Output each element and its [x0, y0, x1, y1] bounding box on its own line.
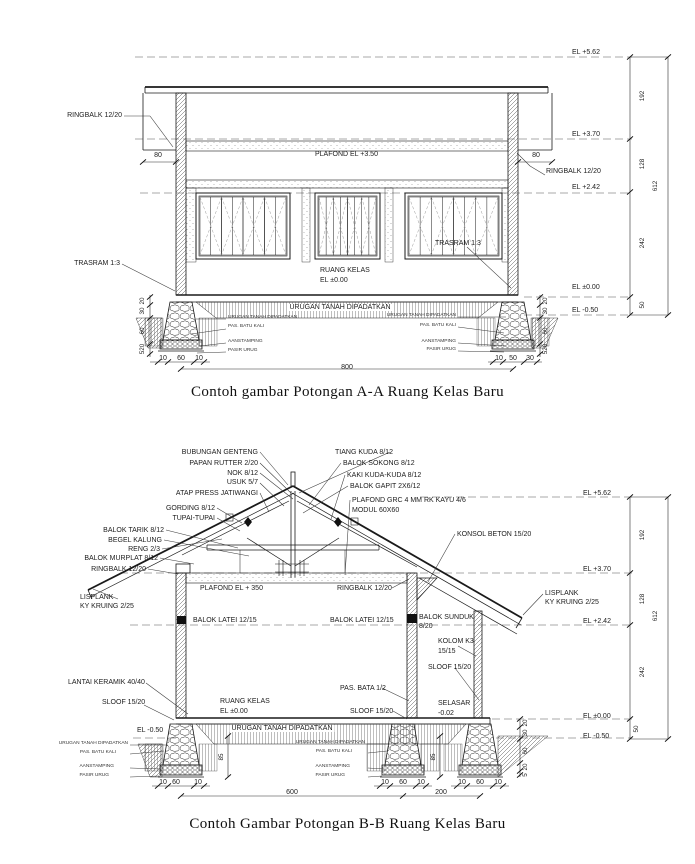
bubungan-genteng-label: BUBUNGAN GENTENG: [181, 449, 258, 456]
balok-latei-right-label: BALOK LATEI 12/15: [330, 617, 394, 624]
dim-30-b-label: 30: [521, 729, 529, 737]
dim-242-a-label: 242: [638, 237, 646, 249]
dim-30-a-right-label: 30: [541, 307, 549, 315]
batu-kali-a-left-label: PAS. BATU KALI: [228, 324, 265, 329]
dim-30-a-left-label: 30: [138, 307, 146, 315]
papan-rutter-label: PAPAN RUTTER 2/20: [189, 460, 258, 467]
dim-85-left-label: 85: [217, 753, 225, 761]
caption-section-a: Contoh gambar Potongan A-A Ruang Kelas Baru: [191, 384, 504, 400]
dim-50-a-br-label: 50: [509, 355, 517, 362]
balok-murplat-label: BALOK MURPLAT 8/12: [84, 555, 158, 562]
ringbalk-left-a-label: RINGBALK 12/20: [67, 112, 122, 119]
trasram-right-label: TRASRAM 1:3: [435, 240, 481, 247]
gording-label: GORDING 8/12: [165, 505, 215, 512]
sloof-selasar-label: SLOOF 15/20: [428, 664, 472, 671]
dim-60-b-m-label: 60: [399, 779, 407, 786]
selasar-1-label: SELASAR: [438, 700, 471, 707]
dim-20-a-right-label: 20: [541, 297, 549, 305]
dim-30-a-br-label: 30: [526, 355, 534, 362]
lantai-keramik-label: LANTAI KERAMIK 40/40: [68, 679, 145, 686]
balok-latei-left-label: BALOK LATEI 12/15: [193, 617, 257, 624]
dim-10-a-br-label: 10: [495, 355, 503, 362]
selasar-2-label: -0.02: [438, 710, 454, 717]
dim-10-b-r1-label: 10: [458, 779, 466, 786]
dim-242-b-label: 242: [638, 666, 646, 678]
ringbalk-right-a-label: RINGBALK 12/20: [546, 168, 601, 175]
tiang-kuda-label: TIANG KUDA 8/12: [335, 449, 393, 456]
dim-60-b-r-label: 60: [476, 779, 484, 786]
dim-10b-a-bl-label: 10: [195, 355, 203, 362]
ruang-kelas-b2-label: EL ±0.00: [220, 708, 248, 715]
dim-60-a-left-label: 60: [138, 327, 146, 335]
plafond-grc-1-label: PLAFOND GRC 4 MM RK KAYU 4/6: [352, 497, 466, 504]
dim-20-b-1-label: 20: [521, 719, 529, 727]
nok-label: NOK 8/12: [227, 470, 258, 477]
el-562-a-label: EL +5.62: [572, 49, 600, 56]
urugan-band-b-label: URUGAN TANAH DIPADATKAN: [231, 725, 333, 732]
batu-kali-b-left-label: PAS. BATU KALI: [79, 750, 116, 755]
dim-60-a-bl-label: 60: [177, 355, 185, 362]
ringbalk-left-b-label: RINGBALK 12/20: [91, 566, 146, 573]
dim-128-b-label: 128: [638, 593, 646, 605]
dim-10-b-l2-label: 10: [194, 779, 202, 786]
dim-192-b-label: 192: [638, 529, 646, 541]
balok-sokong-label: BALOK SOKONG 8/12: [343, 460, 415, 467]
el-m050-interior-label: EL -0.50: [137, 727, 164, 734]
dim-60-b-label: 60: [521, 747, 529, 755]
begel-kalung-label: BEGEL KALUNG: [108, 537, 162, 544]
dim-10-b-l1-label: 10: [159, 779, 167, 786]
dim-200-label: 200: [435, 789, 447, 796]
batu-kali-b-center-label: PAS. BATU KALI: [315, 749, 352, 754]
dim-20-b-2-label: 20: [521, 763, 529, 771]
dim-50-b-label: 50: [632, 725, 640, 733]
tupai-tupai-label: TUPAI-TUPAI: [172, 515, 215, 522]
plafond-el-350-b-label: PLAFOND EL + 350: [200, 585, 263, 592]
dim-85-right-label: 85: [429, 753, 437, 761]
dim-80-left-label: 80: [154, 152, 162, 159]
ruang-kelas-a1-label: RUANG KELAS: [320, 267, 370, 274]
plafond-el-350-a-label: PLAFOND EL +3.50: [315, 151, 378, 158]
urugan-small-a-right-label: URUGAN TANAH DIPADATKAN: [386, 313, 456, 318]
dim-10-b-r2-label: 10: [494, 779, 502, 786]
dim-10-b-m2-label: 10: [417, 779, 425, 786]
dim-128-a-label: 128: [638, 158, 646, 170]
pas-bata-label: PAS. BATA 1/2: [340, 685, 386, 692]
reng-label: RENG 2/3: [128, 546, 160, 553]
kolom-k3-1-label: KOLOM K3: [438, 638, 474, 645]
trasram-left-label: TRASRAM 1:3: [74, 260, 120, 267]
balok-sunduk-2-label: 8/20: [419, 623, 433, 630]
dim-50-a-label: 50: [638, 301, 646, 309]
urugan-band-a-label: URUGAN TANAH DIPADATKAN: [289, 304, 391, 311]
pasir-urug-a-left-label: PASIR URUG: [228, 348, 258, 353]
dim-80-right-label: 80: [532, 152, 540, 159]
balok-sunduk-1-label: BALOK SUNDUK: [419, 614, 474, 621]
el-m050-b-label: EL -0.50: [583, 733, 610, 740]
dim-10-a-bl-label: 10: [159, 355, 167, 362]
dim-600-label: 600: [286, 789, 298, 796]
ruang-kelas-b1-label: RUANG KELAS: [220, 698, 270, 705]
pasir-urug-a-right-label: PASIR URUG: [426, 347, 456, 352]
konsol-beton-label: KONSOL BETON 15/20: [457, 531, 532, 538]
el-370-b-label: EL +3.70: [583, 566, 611, 573]
dim-192-a-label: 192: [638, 90, 646, 102]
lisplank-left-b2-label: KY KRUING 2/25: [80, 603, 134, 610]
dim-60-b-l-label: 60: [172, 779, 180, 786]
ringbalk-interior-b-label: RINGBALK 12/20: [337, 585, 392, 592]
el-370-a-label: EL +3.70: [572, 131, 600, 138]
balok-gapit-label: BALOK GAPIT 2X6/12: [350, 483, 421, 490]
el-000-a-label: EL ±0.00: [572, 284, 600, 291]
sloof-center-label: SLOOF 15/20: [350, 708, 394, 715]
sloof-left-label: SLOOF 15/20: [102, 699, 146, 706]
aanstamping-a-right-label: AANSTAMPING: [421, 339, 456, 344]
caption-section-b: Contoh Gambar Potongan B-B Ruang Kelas Baru: [189, 816, 506, 832]
lisplank-right-b1-label: LISPLANK: [545, 590, 579, 597]
el-000-b-label: EL ±0.00: [583, 713, 611, 720]
aanstamping-b-left-label: AANSTAMPING: [79, 764, 114, 769]
dim-612-a-label: 612: [651, 180, 659, 192]
el-242-b-label: EL +2.42: [583, 618, 611, 625]
urugan-small-a-left-label: URUGAN TANAH DIPADATKAN: [228, 315, 298, 320]
plafond-grc-2-label: MODUL 60X60: [352, 507, 400, 514]
dim-10-b-m1-label: 10: [381, 779, 389, 786]
ruang-kelas-a2-label: EL ±0.00: [320, 277, 348, 284]
batu-kali-a-right-label: PAS. BATU KALI: [419, 323, 456, 328]
el-242-a-label: EL +2.42: [572, 184, 600, 191]
dim-5-b-label: 5: [521, 773, 529, 777]
dim-20-a-left-label: 20: [138, 297, 146, 305]
pasir-urug-b-center-label: PASIR URUG: [315, 773, 345, 778]
pasir-urug-b-left-label: PASIR URUG: [79, 773, 109, 778]
dim-612-b-label: 612: [651, 610, 659, 622]
dim-800-label: 800: [341, 364, 353, 371]
lisplank-right-b2-label: KY KRUING 2/25: [545, 599, 599, 606]
el-m050-a-label: EL -0.50: [572, 307, 599, 314]
usuk-label: USUK 5/7: [226, 479, 258, 486]
balok-tarik-label: BALOK TARIK 8/12: [103, 527, 164, 534]
kaki-kuda-kuda-label: KAKI KUDA-KUDA 8/12: [347, 472, 422, 479]
urugan-small-b-center-label: URUGAN TANAH DIPADATKAN: [295, 740, 365, 745]
dim-60-a-right-label: 60: [541, 327, 549, 335]
el-562-b-label: EL +5.62: [583, 490, 611, 497]
dim-520-a-left-label: 520: [138, 343, 146, 355]
aanstamping-b-center-label: AANSTAMPING: [315, 764, 350, 769]
dim-520-a-right-label: 520: [541, 343, 549, 355]
lisplank-left-b1-label: LISPLANK: [80, 594, 114, 601]
urugan-small-b-left-label: URUGAN TANAH DIPADATKAN: [58, 741, 128, 746]
aanstamping-a-left-label: AANSTAMPING: [228, 339, 263, 344]
atap-press-jatiwangi-label: ATAP PRESS JATIWANGI: [175, 490, 258, 497]
kolom-k3-2-label: 15/15: [438, 648, 456, 655]
